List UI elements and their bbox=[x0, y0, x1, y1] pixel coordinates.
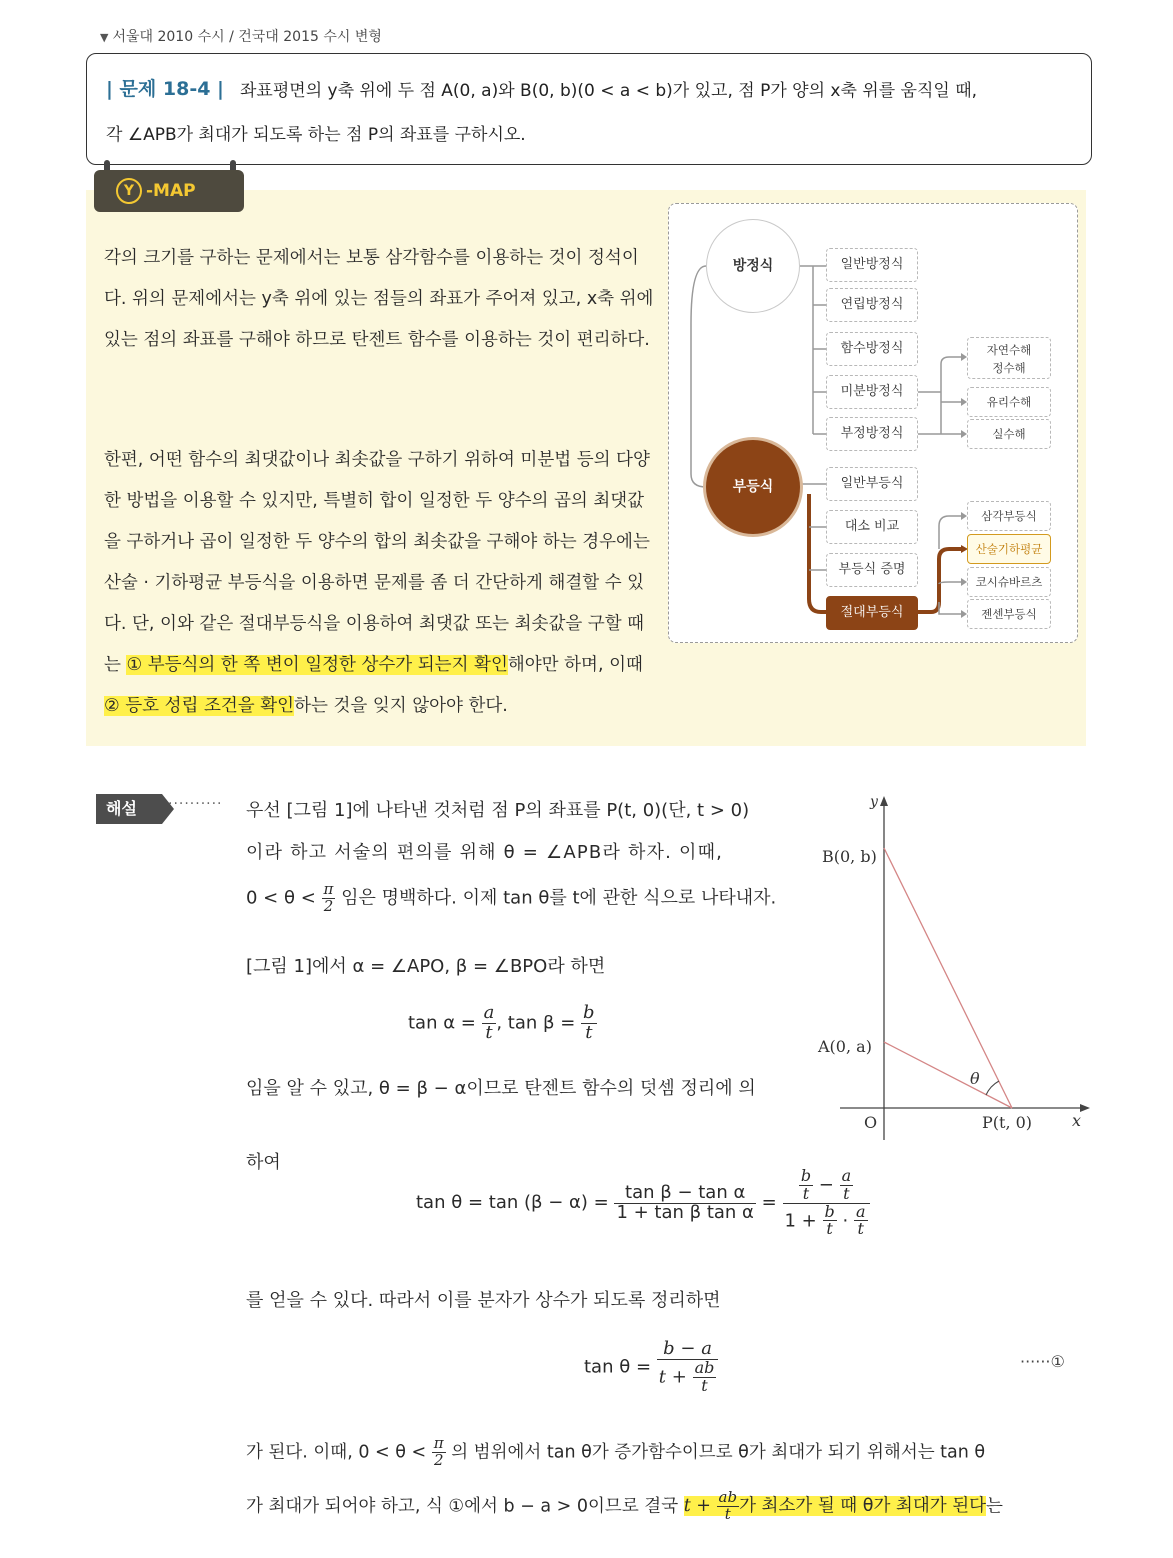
concept-subnode: 실수해 bbox=[967, 419, 1051, 449]
denominator bbox=[783, 1201, 870, 1239]
problem-box bbox=[86, 53, 1092, 165]
fraction bbox=[840, 1168, 854, 1203]
text: = bbox=[761, 1192, 777, 1214]
solution-line-2: 이라 하고 서술의 편의를 위해 θ = ∠APB라 하자. 이때, bbox=[246, 842, 724, 863]
concept-root-equation: 방정식 bbox=[706, 219, 800, 313]
text: 가 된다. 이때, 0 < θ < bbox=[246, 1442, 427, 1463]
ymap-highlight-1: ① 부등식의 한 쪽 변이 일정한 상수가 되는지 확인 bbox=[126, 655, 508, 675]
denominator: t bbox=[724, 1504, 731, 1523]
numerator: a bbox=[841, 1166, 852, 1185]
solution-line-9 bbox=[246, 1436, 985, 1469]
denominator: t bbox=[485, 1021, 493, 1043]
numerator: b − a bbox=[657, 1340, 719, 1360]
text: tan θ = bbox=[584, 1356, 652, 1378]
concept-node: 일반부등식 bbox=[826, 467, 918, 501]
ymap-tab bbox=[94, 170, 244, 212]
point-A-label: A(0, a) bbox=[818, 1037, 872, 1056]
solution-line-4: [그림 1]에서 α = ∠APO, β = ∠BPO라 하면 bbox=[246, 956, 606, 977]
numerator: a bbox=[855, 1201, 866, 1221]
concept-subnode: 코시슈바르츠 bbox=[967, 567, 1051, 597]
text: t + bbox=[683, 1496, 711, 1517]
problem-text-line2: 각 ∠APB가 최대가 되도록 하는 점 P의 좌표를 구하시오. bbox=[106, 125, 526, 145]
solution-line-6: 임을 알 수 있고, θ = β − α이므로 탄젠트 함수의 덧셈 정리에 의 bbox=[246, 1078, 756, 1099]
problem-label: | 문제 18-4 | bbox=[106, 78, 224, 100]
text: 1 + bbox=[784, 1209, 817, 1231]
numerator: π bbox=[433, 1434, 444, 1452]
text: 0 < θ < bbox=[246, 887, 316, 909]
denominator: t bbox=[802, 1183, 810, 1203]
numerator: a bbox=[483, 1002, 495, 1023]
theta-label: θ bbox=[970, 1069, 980, 1088]
numerator: ab bbox=[694, 1357, 715, 1377]
fraction bbox=[717, 1490, 740, 1523]
solution-line-3 bbox=[246, 882, 776, 915]
fraction bbox=[799, 1168, 813, 1203]
text: 임은 명백하다. 이제 tan θ를 t에 관한 식으로 나타내자. bbox=[341, 887, 777, 909]
numerator: tan β − tan α bbox=[614, 1184, 756, 1204]
denominator: 1 + tan β tan α bbox=[616, 1201, 754, 1223]
concept-root-inequality: 부등식 bbox=[706, 440, 800, 534]
equation-tan-theta-simplified bbox=[584, 1340, 718, 1394]
equation-tag: ······① bbox=[1020, 1352, 1065, 1371]
numerator: π bbox=[323, 880, 334, 898]
fraction bbox=[482, 1004, 497, 1043]
numerator: b bbox=[824, 1201, 835, 1221]
denominator: t bbox=[701, 1375, 708, 1395]
solution-line-8: 를 얻을 수 있다. 따라서 이를 분자가 상수가 되도록 정리하면 bbox=[246, 1290, 721, 1311]
fraction bbox=[693, 1357, 717, 1395]
fraction bbox=[823, 1201, 837, 1239]
denominator: t bbox=[585, 1021, 593, 1043]
concept-subnode: 유리수해 bbox=[967, 387, 1051, 417]
triangle-down-icon: ▼ bbox=[100, 31, 109, 44]
concept-subnode: 자연수해 정수해 bbox=[967, 337, 1051, 379]
text: , tan β = bbox=[496, 1012, 576, 1034]
concept-subnode-highlight: 산술기하평균 bbox=[967, 534, 1051, 564]
source-line bbox=[100, 26, 382, 46]
concept-node: 부정방정식 bbox=[826, 417, 918, 451]
numerator: b bbox=[800, 1166, 812, 1185]
concept-map bbox=[668, 203, 1078, 643]
concept-node: 대소 비교 bbox=[826, 510, 918, 544]
concept-node: 미분방정식 bbox=[826, 375, 918, 409]
concept-node: 연립방정식 bbox=[826, 288, 918, 322]
ymap-tab-label: -MAP bbox=[146, 181, 196, 201]
segment-AP bbox=[884, 1042, 1012, 1108]
x-axis-arrow-icon bbox=[1080, 1104, 1090, 1112]
denominator: t bbox=[843, 1183, 850, 1203]
concept-subnode: 삼각부등식 bbox=[967, 501, 1051, 531]
fraction bbox=[322, 882, 336, 915]
solution-line-10 bbox=[246, 1490, 1003, 1523]
fraction bbox=[614, 1181, 756, 1223]
concept-node-active: 절대부등식 bbox=[826, 596, 918, 630]
text: 가 최소가 될 때 θ가 최대가 된다 bbox=[739, 1496, 987, 1517]
text: t + bbox=[658, 1366, 687, 1388]
concept-node: 일반방정식 bbox=[826, 248, 918, 282]
ymap-paragraph-2 bbox=[104, 440, 654, 727]
text: − bbox=[818, 1174, 834, 1196]
denominator: 2 bbox=[433, 1450, 444, 1469]
concept-node: 부등식 증명 bbox=[826, 553, 918, 587]
fraction bbox=[581, 1004, 597, 1043]
segment-BP bbox=[884, 848, 1012, 1108]
ymap-para2-text-a: 한편, 어떤 함수의 최댓값이나 최솟값을 구하기 위하여 미분법 등의 다양한 방법을 이용할 수 있지만, 특별히 합이 일정한 두 양수의 곱의 최댓값을 구하거나 곱이 일정한 두 양수의 합의 최솟값을 구해야 하는 경우에는 산술 · 기하평균 부등식을 이용하면 문제를 좀 더 간단하게 해결할 수 있다. 단, 이와 같은 절대부등식을 이용하여 최댓값 또는 최솟값을 구할 때는 bbox=[104, 450, 650, 675]
denominator: t bbox=[826, 1219, 833, 1239]
denominator bbox=[657, 1357, 719, 1395]
denominator: t bbox=[857, 1219, 864, 1239]
text: tan θ = tan (β − α) = bbox=[416, 1192, 609, 1214]
fraction bbox=[854, 1201, 868, 1239]
y-axis-label: y bbox=[870, 794, 878, 810]
text: 가 최대가 되어야 하고, 식 ①에서 b − a > 0이므로 결국 bbox=[246, 1496, 684, 1517]
concept-subnode: 젠센부등식 bbox=[967, 599, 1051, 629]
conclusion-highlight bbox=[683, 1488, 987, 1523]
problem-text-line1: 좌표평면의 y축 위에 두 점 A(0, a)와 B(0, b)(0 < a < b)가 있고, 점 P가 양의 x축 위를 움직일 때, bbox=[240, 81, 978, 101]
y-axis-arrow-icon bbox=[880, 796, 888, 806]
denominator: 2 bbox=[323, 896, 334, 915]
numerator: b bbox=[583, 1002, 595, 1023]
x-axis-label: x bbox=[1072, 1111, 1082, 1130]
text: 의 범위에서 tan θ가 증가함수이므로 θ가 최대가 되기 위해서는 tan θ bbox=[451, 1442, 986, 1463]
point-P-label: P(t, 0) bbox=[982, 1113, 1033, 1132]
figure-coordinate-diagram bbox=[800, 790, 1100, 1150]
origin-label: O bbox=[864, 1113, 878, 1132]
numerator bbox=[783, 1168, 870, 1204]
source-text: 서울대 2010 수시 / 건국대 2015 수시 변형 bbox=[112, 29, 382, 45]
ymap-para2-text-b: 해야만 하며, 이때 bbox=[507, 655, 643, 675]
equation-tan-theta-expansion bbox=[416, 1168, 870, 1238]
text: tan α = bbox=[408, 1012, 476, 1034]
concept-node: 함수방정식 bbox=[826, 332, 918, 366]
ymap-highlight-2: ② 등호 성립 조건을 확인 bbox=[104, 696, 295, 716]
ymap-paragraph-1: 각의 크기를 구하는 문제에서는 보통 삼각함수를 이용하는 것이 정석이다. 위의 문제에서는 y축 위에 있는 점들의 좌표가 주어져 있고, x축 위에 있는 점의 좌표를 구해야 하므로 탄젠트 함수를 이용하는 것이 편리하다. bbox=[104, 248, 654, 350]
fraction bbox=[432, 1436, 446, 1469]
solution-line-1: 우선 [그림 1]에 나타낸 것처럼 점 P의 좌표를 P(t, 0)(단, t > 0) bbox=[246, 800, 750, 821]
ymap-logo-icon: Y bbox=[116, 178, 142, 204]
equation-tan-alpha-beta bbox=[408, 1004, 597, 1043]
solution-line-7: 하여 bbox=[246, 1152, 281, 1173]
solution-leader-dots: ·········· bbox=[168, 796, 223, 812]
point-B-label: B(0, b) bbox=[822, 847, 877, 866]
ymap-para2-text-c: 하는 것을 잊지 않아야 한다. bbox=[294, 696, 508, 716]
compound-fraction bbox=[783, 1168, 870, 1238]
angle-arc bbox=[986, 1081, 999, 1095]
solution-badge: 해설 bbox=[96, 794, 162, 824]
numerator: ab bbox=[718, 1488, 738, 1506]
fraction bbox=[657, 1340, 719, 1394]
text: · bbox=[842, 1209, 849, 1231]
text: 는 bbox=[986, 1496, 1003, 1517]
